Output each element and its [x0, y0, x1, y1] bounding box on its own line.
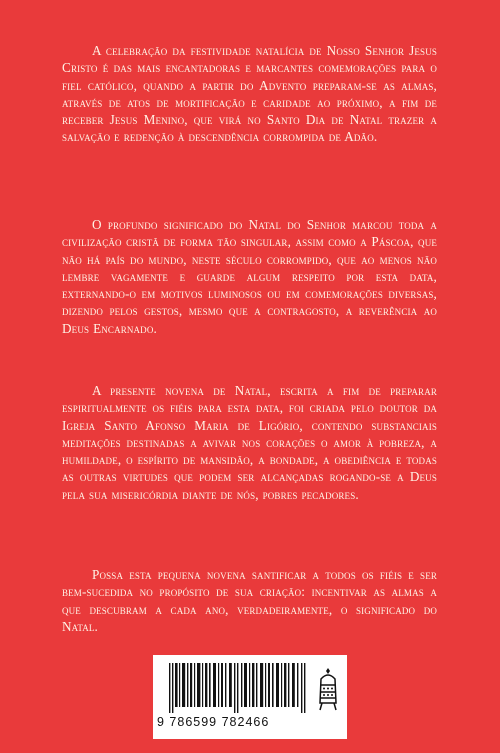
isbn-number: 9 786599 782466 — [157, 715, 270, 729]
paragraph-4: Possa esta pequena novena santificar a todos os fiéis e ser bem-sucedida no propósito de sua criação: incentivar as almas a que descubram a cada ano, verdadeiramente, o significado do Natal. — [62, 567, 437, 634]
isbn-barcode — [167, 663, 307, 713]
paragraph-3: A presente novena de Natal, escrita a fim de preparar espiritualmente os fiéis para esta data, foi criada pelo doutor da Igreja Santo Afonso Maria de Ligório, contendo substanciais meditações destinadas a avivar nos corações o amor à pobreza, a humildade, o espírito de mansidão, a bondade, a obediência e todas as outras virtudes que podem ser alcançadas rogando-se a Deus pela sua misericórdia diante de nós, pobres pecadores. — [62, 383, 437, 502]
paragraph-2: O profundo significado do Natal do Senhor marcou toda a civilização cristã de forma tão singular, assim como a Páscoa, que não há país do mundo, neste século corrompido, que ao menos não lembre vagamente e guarde algum respeito por esta data, externando-o em motivos luminosos ou em comemorações diversas, dizendo pelos gestos, mesmo que a contragosto, a reverência ao Deus Encarnado. — [62, 217, 437, 336]
barcode-panel — [153, 655, 347, 739]
papal-tiara-emblem-icon — [313, 667, 343, 711]
paragraph-1: A celebração da festividade natalícia de Nosso Senhor Jesus Cristo é das mais encantadoras e marcantes comemorações para o fiel católico, quando a partir do Advento preparam-se as almas, através de atos de mortificação e caridade ao próximo, a fim de receber Jesus Menino, que virá no Santo Dia de Natal trazer a salvação e redenção à descendência corrompida de Adão. — [62, 43, 437, 145]
